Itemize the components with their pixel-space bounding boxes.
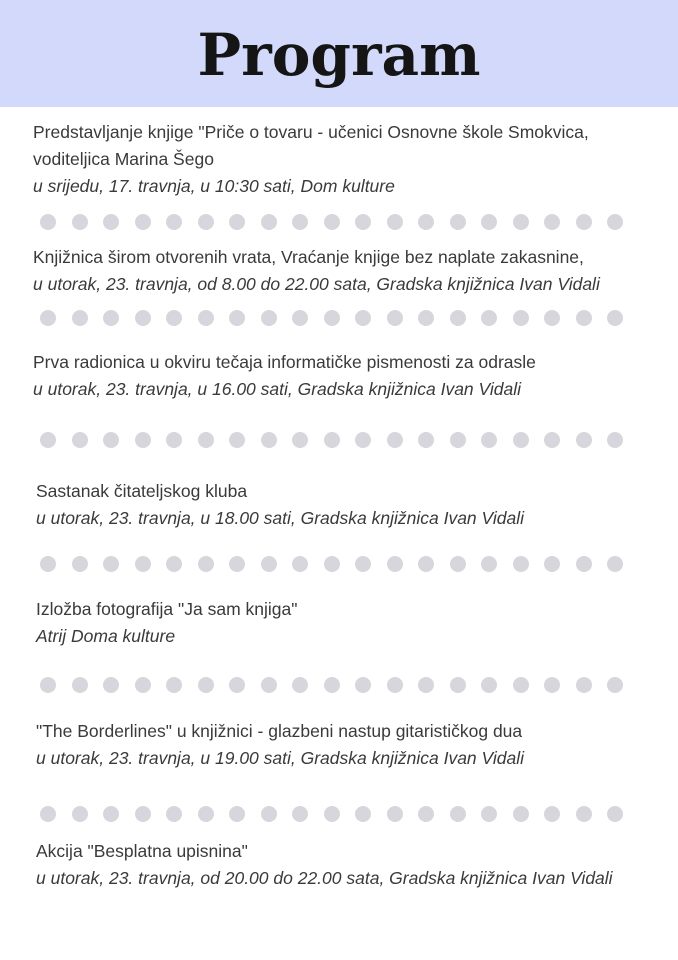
divider-dot — [450, 310, 466, 326]
divider-dot — [355, 310, 371, 326]
divider-dot — [481, 806, 497, 822]
event-detail: Atrij Doma kulture — [36, 626, 176, 646]
dot-divider — [40, 677, 624, 693]
divider-dot — [576, 310, 592, 326]
divider-dot — [513, 556, 529, 572]
event-detail: u utorak, 23. travnja, od 8.00 do 22.00 sata, Gradska knjižnica Ivan Vidali — [33, 274, 600, 294]
divider-dot — [418, 806, 434, 822]
divider-dot — [324, 677, 340, 693]
event-title: Prva radionica u okviru tečaja informatičke pismenosti za odrasle — [33, 352, 536, 372]
event-item — [36, 838, 656, 892]
divider-dot — [103, 214, 119, 230]
event-item — [36, 718, 656, 772]
divider-dot — [229, 432, 245, 448]
divider-dot — [261, 677, 277, 693]
divider-dot — [544, 214, 560, 230]
divider-dot — [229, 310, 245, 326]
divider-dot — [261, 214, 277, 230]
divider-dot — [198, 432, 214, 448]
divider-dot — [418, 432, 434, 448]
divider-dot — [324, 806, 340, 822]
divider-dot — [135, 432, 151, 448]
divider-dot — [450, 556, 466, 572]
divider-dot — [387, 677, 403, 693]
divider-dot — [72, 677, 88, 693]
event-detail: u utorak, 23. travnja, u 19.00 sati, Gradska knjižnica Ivan Vidali — [36, 748, 525, 768]
event-detail: u utorak, 23. travnja, od 20.00 do 22.00 sata, Gradska knjižnica Ivan Vidali — [36, 868, 613, 888]
event-item — [33, 349, 653, 403]
divider-dot — [450, 677, 466, 693]
dot-divider — [40, 432, 624, 448]
divider-dot — [607, 214, 623, 230]
dot-divider — [40, 310, 624, 326]
divider-dot — [481, 677, 497, 693]
divider-dot — [481, 214, 497, 230]
dot-divider — [40, 214, 624, 230]
divider-dot — [418, 310, 434, 326]
divider-dot — [387, 310, 403, 326]
divider-dot — [481, 310, 497, 326]
divider-dot — [292, 310, 308, 326]
divider-dot — [135, 677, 151, 693]
divider-dot — [387, 556, 403, 572]
divider-dot — [513, 432, 529, 448]
event-detail: u utorak, 23. travnja, u 16.00 sati, Gradska knjižnica Ivan Vidali — [33, 379, 522, 399]
event-item — [36, 596, 656, 650]
divider-dot — [324, 432, 340, 448]
divider-dot — [103, 677, 119, 693]
dot-divider — [40, 556, 624, 572]
divider-dot — [544, 556, 560, 572]
divider-dot — [607, 432, 623, 448]
divider-dot — [355, 214, 371, 230]
divider-dot — [607, 310, 623, 326]
divider-dot — [198, 677, 214, 693]
event-title: Knjižnica širom otvorenih vrata, Vraćanje knjige bez naplate zakasnine, — [33, 247, 584, 267]
divider-dot — [576, 806, 592, 822]
divider-dot — [450, 432, 466, 448]
event-detail: u utorak, 23. travnja, u 18.00 sati, Gradska knjižnica Ivan Vidali — [36, 508, 525, 528]
divider-dot — [166, 310, 182, 326]
divider-dot — [292, 432, 308, 448]
divider-dot — [576, 432, 592, 448]
divider-dot — [40, 806, 56, 822]
divider-dot — [513, 214, 529, 230]
divider-dot — [166, 432, 182, 448]
divider-dot — [544, 677, 560, 693]
divider-dot — [292, 677, 308, 693]
divider-dot — [40, 310, 56, 326]
divider-dot — [481, 432, 497, 448]
divider-dot — [198, 556, 214, 572]
divider-dot — [324, 214, 340, 230]
divider-dot — [607, 677, 623, 693]
divider-dot — [418, 677, 434, 693]
divider-dot — [166, 677, 182, 693]
divider-dot — [450, 214, 466, 230]
divider-dot — [355, 556, 371, 572]
divider-dot — [166, 806, 182, 822]
divider-dot — [261, 806, 277, 822]
divider-dot — [72, 556, 88, 572]
divider-dot — [576, 556, 592, 572]
divider-dot — [40, 214, 56, 230]
event-title: Sastanak čitateljskog kluba — [36, 481, 248, 501]
divider-dot — [40, 432, 56, 448]
divider-dot — [103, 432, 119, 448]
divider-dot — [481, 556, 497, 572]
divider-dot — [450, 806, 466, 822]
divider-dot — [261, 310, 277, 326]
divider-dot — [355, 432, 371, 448]
divider-dot — [418, 556, 434, 572]
divider-dot — [166, 556, 182, 572]
divider-dot — [135, 556, 151, 572]
divider-dot — [166, 214, 182, 230]
divider-dot — [387, 214, 403, 230]
divider-dot — [544, 310, 560, 326]
divider-dot — [355, 806, 371, 822]
event-title: "The Borderlines" u knjižnici - glazbeni nastup gitarističkog dua — [36, 721, 523, 741]
event-title: voditeljica Marina Šego — [33, 149, 214, 169]
divider-dot — [103, 806, 119, 822]
divider-dot — [135, 310, 151, 326]
event-title: Akcija "Besplatna upisnina" — [36, 841, 248, 861]
divider-dot — [229, 677, 245, 693]
divider-dot — [72, 310, 88, 326]
event-item — [36, 478, 656, 532]
divider-dot — [544, 432, 560, 448]
dot-divider — [40, 806, 624, 822]
divider-dot — [229, 214, 245, 230]
event-title: Izložba fotografija "Ja sam knjiga" — [36, 599, 298, 619]
divider-dot — [261, 432, 277, 448]
divider-dot — [135, 806, 151, 822]
event-item — [33, 244, 653, 298]
divider-dot — [40, 556, 56, 572]
divider-dot — [72, 806, 88, 822]
divider-dot — [607, 806, 623, 822]
divider-dot — [135, 214, 151, 230]
divider-dot — [355, 677, 371, 693]
event-title: Predstavljanje knjige "Priče o tovaru - učenici Osnovne škole Smokvica, — [33, 122, 589, 142]
header-banner — [0, 0, 678, 107]
divider-dot — [40, 677, 56, 693]
divider-dot — [103, 556, 119, 572]
divider-dot — [387, 432, 403, 448]
divider-dot — [198, 806, 214, 822]
event-item — [33, 119, 653, 200]
divider-dot — [576, 214, 592, 230]
divider-dot — [72, 214, 88, 230]
divider-dot — [513, 310, 529, 326]
divider-dot — [198, 214, 214, 230]
divider-dot — [198, 310, 214, 326]
divider-dot — [387, 806, 403, 822]
divider-dot — [418, 214, 434, 230]
divider-dot — [229, 806, 245, 822]
divider-dot — [261, 556, 277, 572]
divider-dot — [292, 556, 308, 572]
divider-dot — [324, 556, 340, 572]
divider-dot — [72, 432, 88, 448]
divider-dot — [229, 556, 245, 572]
event-detail: u srijedu, 17. travnja, u 10:30 sati, Dom kulture — [33, 176, 395, 196]
divider-dot — [292, 214, 308, 230]
divider-dot — [576, 677, 592, 693]
divider-dot — [103, 310, 119, 326]
divider-dot — [513, 677, 529, 693]
divider-dot — [292, 806, 308, 822]
divider-dot — [544, 806, 560, 822]
page-title: Program — [197, 21, 481, 89]
divider-dot — [607, 556, 623, 572]
divider-dot — [513, 806, 529, 822]
divider-dot — [324, 310, 340, 326]
